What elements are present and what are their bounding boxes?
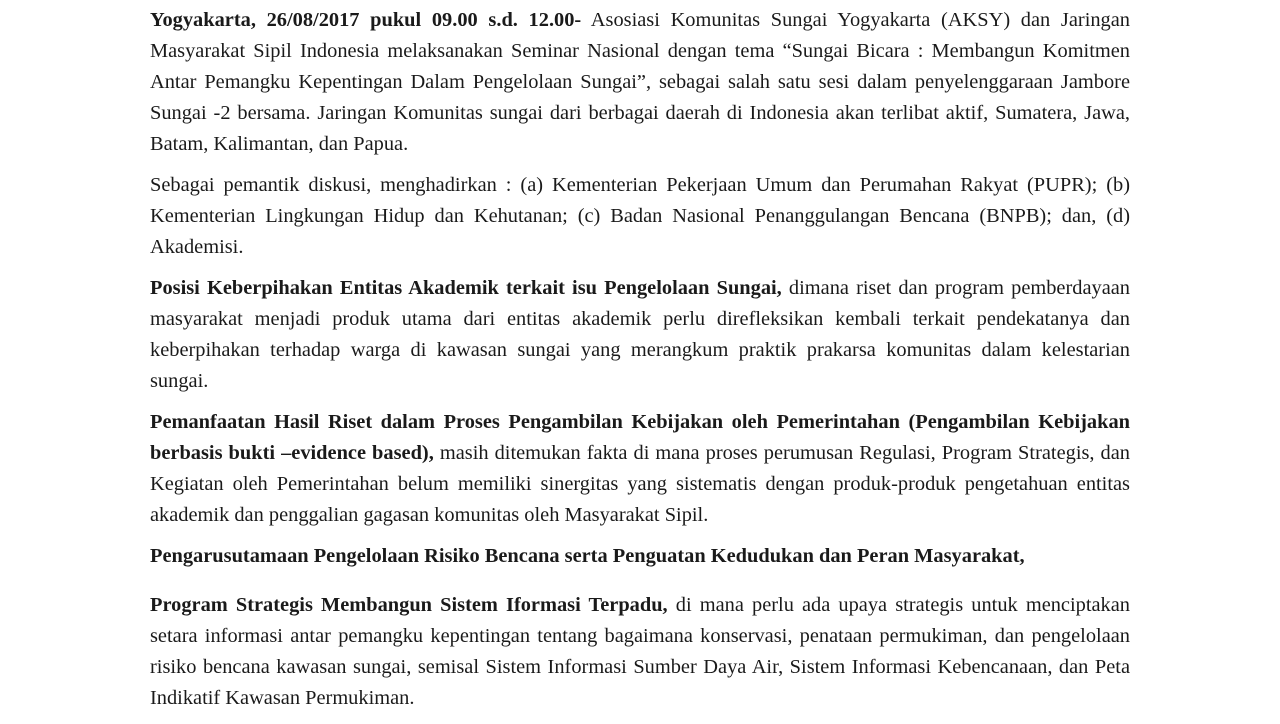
paragraph-lead: Posisi Keberpihakan Entitas Akademik terkait isu Pengelolaan Sungai,	[150, 277, 782, 299]
paragraph-lead: Program Strategis Membangun Sistem Iformasi Terpadu,	[150, 594, 668, 616]
document-page	[150, 5, 1130, 724]
paragraph-lead: Pengarusutamaan Pengelolaan Risiko Bencana serta Penguatan Kedudukan dan Peran Masyarakat,	[150, 545, 1025, 567]
paragraph-lead: Pemanfaatan Hasil Riset dalam Proses Pengambilan Kebijakan oleh Pemerintahan (Pengambilan Kebijakan berbasis bukti –evidence based),	[150, 411, 1130, 464]
paragraph-disaster-risk	[150, 541, 1130, 572]
paragraph-information-system	[150, 590, 1130, 714]
paragraph-body: Sebagai pemantik diskusi, menghadirkan : (a) Kementerian Pekerjaan Umum dan Perumahan Rakyat (PUPR); (b) Kementerian Lingkungan Hidup dan Kehutanan; (c) Badan Nasional Penanggulangan Bencana (BNPB); dan, (d) Akademisi.	[150, 174, 1130, 258]
paragraph-academic-position	[150, 273, 1130, 397]
paragraph-intro	[150, 5, 1130, 160]
paragraph-research-utilization	[150, 407, 1130, 531]
paragraph-body: di mana perlu ada upaya strategis untuk menciptakan setara informasi antar pemangku kepentingan tentang bagaimana konservasi, penataan permukiman, dan pengelolaan risiko bencana kawasan sungai, semisal Sistem Informasi Sumber Daya Air, Sistem Informasi Kebencanaan, dan Peta Indikatif Kawasan Permukiman.	[150, 594, 1131, 709]
paragraph-body: dimana riset dan program pemberdayaan masyarakat menjadi produk utama dari entitas akademik perlu direfleksikan kembali terkait pendekatanya dan keberpihakan terhadap warga di kawasan sungai yang merangkum praktik prakarsa komunitas dalam kelestarian sungai.	[150, 277, 1130, 392]
paragraph-body: Asosiasi Komunitas Sungai Yogyakarta (AKSY) dan Jaringan Masyarakat Sipil Indonesia melaksanakan Seminar Nasional dengan tema “Sungai Bicara : Membangun Komitmen Antar Pemangku Kepentingan Dalam Pengelolaan Sungai”, sebagai salah satu sesi dalam penyelenggaraan Jambore Sungai -2 bersama. Jaringan Komunitas sungai dari berbagai daerah di Indonesia akan terlibat aktif, Sumatera, Jawa, Batam, Kalimantan, dan Papua.	[150, 9, 1130, 155]
paragraph-body: masih ditemukan fakta di mana proses perumusan Regulasi, Program Strategis, dan Kegiatan oleh Pemerintahan belum memiliki sinergitas yang sistematis dengan produk-produk pengetahuan entitas akademik dan penggalian gagasan komunitas oleh Masyarakat Sipil.	[150, 442, 1130, 526]
paragraph-speakers	[150, 170, 1130, 263]
paragraph-lead: Yogyakarta, 26/08/2017 pukul 09.00 s.d. 12.00-	[150, 9, 582, 31]
